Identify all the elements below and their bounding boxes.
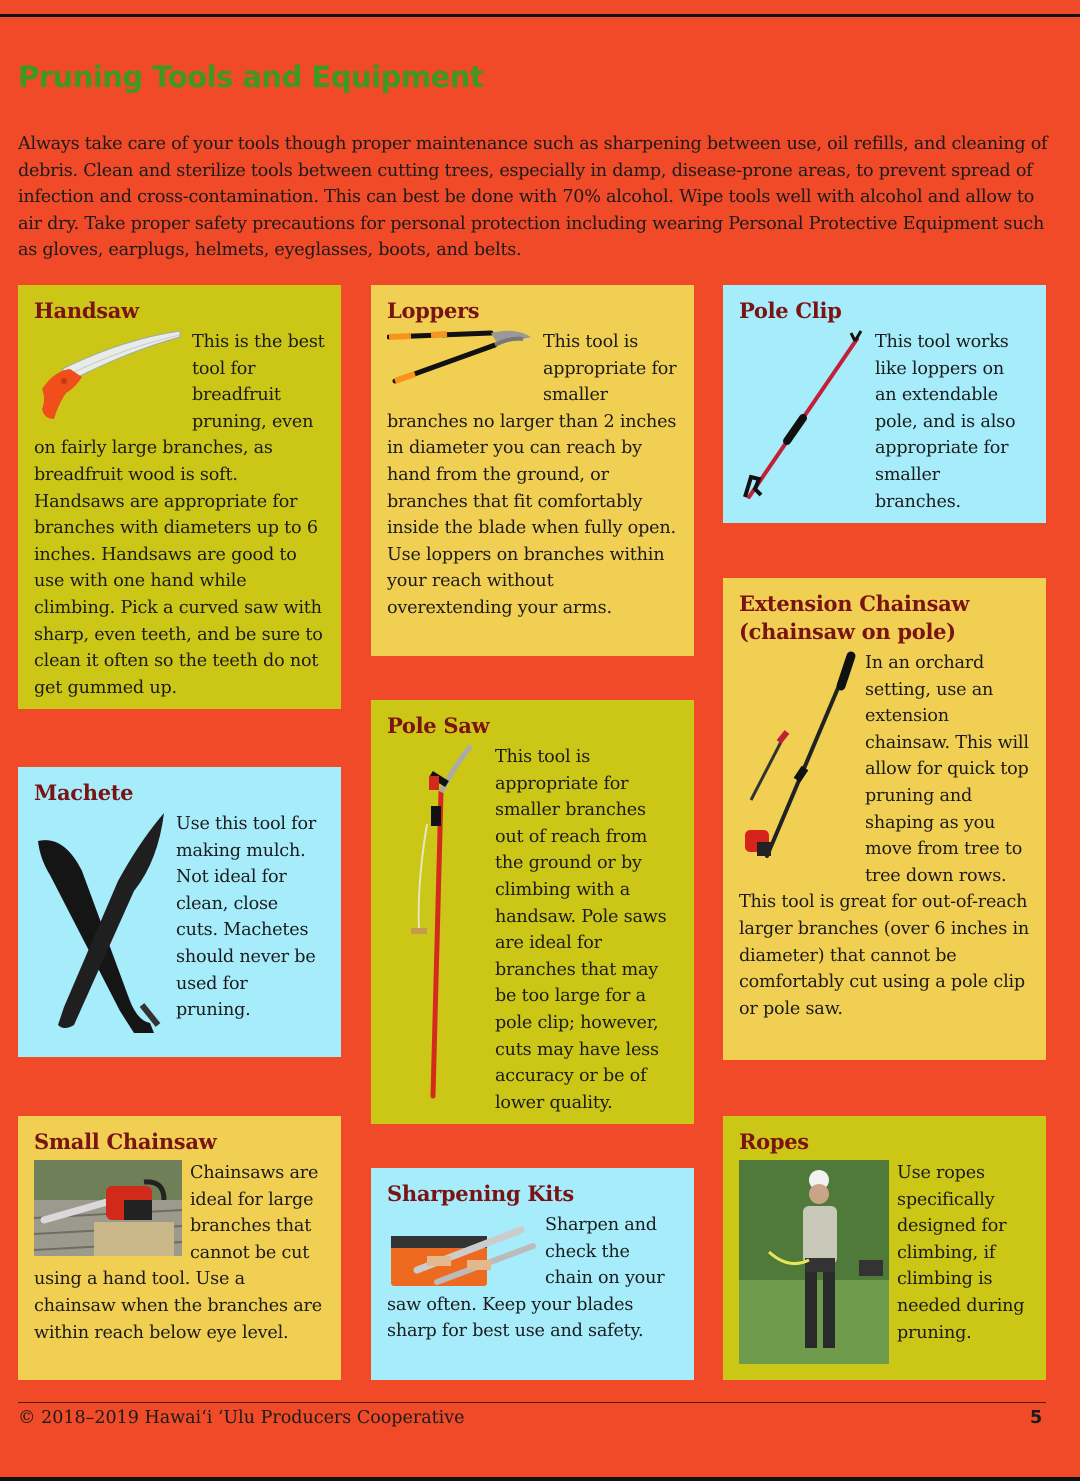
extension-chainsaw-text: In an orchard setting, use an extension chainsaw. This will allow for quick top pruning and shaping as you move from tree to tree down rows. This tool is great for out-of-reach larger branches (over 6 inches in diameter) that cannot be comfortably cut using a pole clip or pole saw. <box>739 653 1030 1019</box>
loppers-icon <box>387 329 535 387</box>
pole-clip-icon <box>739 329 867 499</box>
sharpening-kits-card <box>371 1168 694 1380</box>
extension-chainsaw-icon <box>739 650 857 864</box>
handsaw-text: This is the best tool for breadfruit pruning, even on fairly large branches, as breadfruit wood is soft. Handsaws are appropriate for branches with diameters up to 6 inches. Handsaws are good to use with one hand while climbing. Pick a curved saw with sharp, even teeth, and be sure to clean it often so the teeth do not get gummed up. <box>34 332 325 698</box>
extension-chainsaw-card <box>723 578 1046 1060</box>
pole-saw-heading: Pole Saw <box>387 713 490 738</box>
machete-text: Use this tool for making mulch. Not ideal for clean, close cuts. Machetes should never be used for pruning. <box>176 814 317 1021</box>
small-chainsaw-card <box>18 1116 341 1380</box>
intro-paragraph: Always take care of your tools though proper maintenance such as sharpening between use, oil refills, and cleaning of debris. Clean and sterilize tools between cutting trees, especially in damp, disease-prone areas, to prevent spread of infection and cross-contamination. This can best be done with 70% alcohol. Wipe tools well with alcohol and allow to air dry. Take proper safety precautions for personal protection including wearing Personal Protective Equipment such as gloves, earplugs, helmets, eyeglasses, boots, and belts. <box>18 134 1048 260</box>
pole-clip-heading: Pole Clip <box>739 298 842 323</box>
pole-clip-card <box>723 285 1046 523</box>
extension-chainsaw-heading: Extension Chainsaw (chainsaw on pole) <box>739 591 970 644</box>
copyright: © 2018–2019 Hawaiʻi ʻUlu Producers Cooperative <box>18 1408 465 1428</box>
page-number: 5 <box>1030 1408 1043 1428</box>
machete-icon <box>34 811 168 1037</box>
pole-saw-text: This tool is appropriate for smaller branches out of reach from the ground or by climbing with a handsaw. Pole saws are ideal for branches that may be too large for a pole clip; however, cuts may have less accuracy or be of lower quality. <box>495 747 667 1113</box>
loppers-heading: Loppers <box>387 298 480 323</box>
small-chainsaw-text: Chainsaws are ideal for large branches that cannot be cut using a hand tool. Use a chainsaw when the branches are within reach below eye level. <box>34 1163 322 1343</box>
loppers-text: This tool is appropriate for smaller branches no larger than 2 inches in diameter you can reach by hand from the ground, or branches that fit comfortably inside the blade when fully open. Use loppers on branches within your reach without overextending your arms. <box>387 332 677 618</box>
pole-saw-card <box>371 700 694 1124</box>
footer-rule <box>18 1402 1046 1403</box>
pole-clip-text: This tool works like loppers on an extendable pole, and is also appropriate for smaller branches. <box>875 332 1016 512</box>
ropes-heading: Ropes <box>739 1129 809 1154</box>
handsaw-card <box>18 285 341 709</box>
sharpening-kits-text: Sharpen and check the chain on your saw often. Keep your blades sharp for best use and safety. <box>387 1215 665 1342</box>
ropes-text: Use ropes specifically designed for climbing, if climbing is needed during pruning. <box>897 1163 1025 1343</box>
sharpening-kits-heading: Sharpening Kits <box>387 1181 574 1206</box>
handsaw-icon <box>34 329 184 421</box>
loppers-card <box>371 285 694 656</box>
ropes-card <box>723 1116 1046 1380</box>
page-title: Pruning Tools and Equipment <box>18 60 484 94</box>
top-rule <box>0 14 1080 17</box>
small-chainsaw-heading: Small Chainsaw <box>34 1129 217 1154</box>
sharpening-kit-icon <box>387 1212 537 1290</box>
handsaw-heading: Handsaw <box>34 298 139 323</box>
ropes-photo <box>739 1160 889 1364</box>
small-chainsaw-photo <box>34 1160 182 1256</box>
machete-heading: Machete <box>34 780 134 805</box>
bottom-rule <box>0 1477 1080 1481</box>
machete-card <box>18 767 341 1057</box>
pole-saw-icon <box>387 744 487 1106</box>
